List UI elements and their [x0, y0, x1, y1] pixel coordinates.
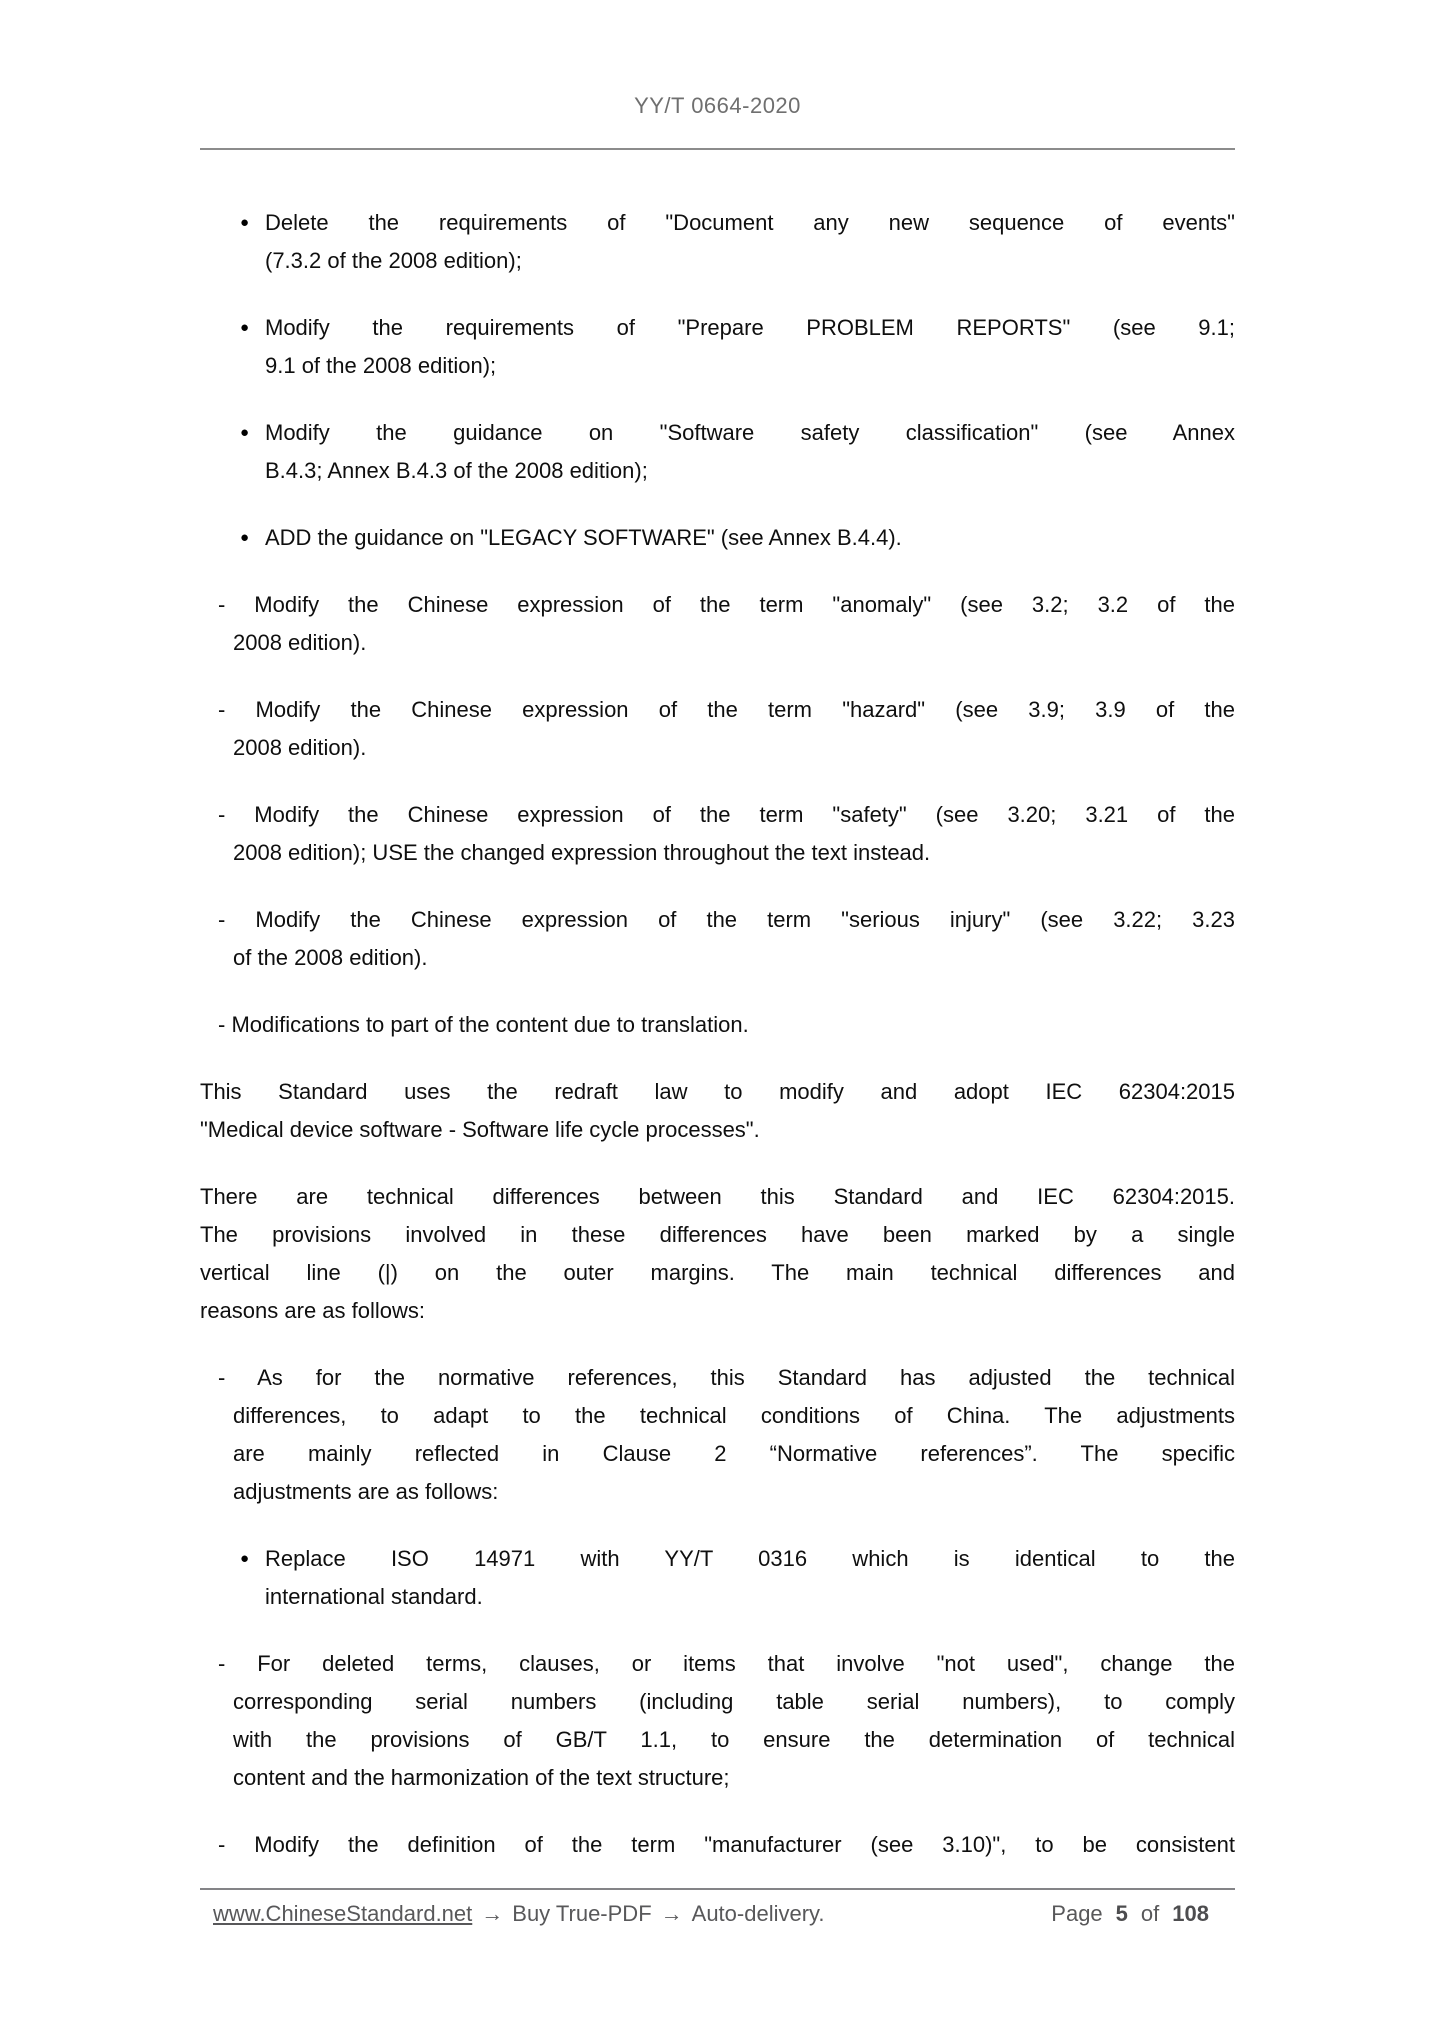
text-line: of the 2008 edition). [233, 945, 428, 970]
paragraph [200, 1178, 1235, 1330]
text-line: - Modify the Chinese expression of the term "anomaly" (see 3.2; 3.2 of the [218, 592, 1235, 617]
text-line: with the provisions of GB/T 1.1, to ensure the determination of technical [233, 1727, 1235, 1752]
bullet-icon: ● [240, 214, 250, 231]
text-line: differences, to adapt to the technical conditions of China. The adjustments [233, 1403, 1235, 1428]
bullet-icon: ● [240, 319, 250, 336]
header-doc-number: YY/T 0664-2020 [634, 93, 801, 118]
dash-list-item [200, 691, 1235, 767]
text-line: This Standard uses the redraft law to modify and adopt IEC 62304:2015 [200, 1079, 1235, 1104]
footer-promo [200, 1901, 825, 1927]
bullet-list-item [200, 1540, 1235, 1616]
text-line: 2008 edition); USE the changed expression throughout the text instead. [233, 840, 931, 865]
text-line: - Modify the Chinese expression of the term "hazard" (see 3.9; 3.9 of the [218, 697, 1235, 722]
dash-list-item [200, 1359, 1235, 1511]
text-line: Modify the guidance on "Software safety classification" (see Annex [265, 420, 1235, 445]
text-line: (7.3.2 of the 2008 edition); [265, 248, 522, 273]
text-line: adjustments are as follows: [233, 1479, 499, 1504]
page-footer [200, 1888, 1235, 1927]
text-line: Delete the requirements of "Document any new sequence of events" [265, 210, 1235, 235]
dash-list-item [200, 901, 1235, 977]
text-line: ADD the guidance on "LEGACY SOFTWARE" (see Annex B.4.4). [265, 525, 902, 550]
page-label: Page [1051, 1901, 1103, 1926]
text-line: Modify the requirements of "Prepare PROBLEM REPORTS" (see 9.1; [265, 315, 1235, 340]
text-line: vertical line (|) on the outer margins. The main technical differences and [200, 1260, 1235, 1285]
text-line: - As for the normative references, this Standard has adjusted the technical [218, 1365, 1235, 1390]
of-label: of [1140, 1901, 1160, 1926]
text-line: corresponding serial numbers (including table serial numbers), to comply [233, 1689, 1235, 1714]
text-line: - Modify the Chinese expression of the term "safety" (see 3.20; 3.21 of the [218, 802, 1235, 827]
website-link[interactable]: www.ChineseStandard.net [213, 1901, 473, 1926]
text-line: - Modify the definition of the term "manufacturer (see 3.10)", to be consistent [218, 1832, 1235, 1857]
dash-list-item [200, 796, 1235, 872]
bullet-list-item [200, 414, 1235, 490]
text-line: 2008 edition). [233, 630, 367, 655]
text-line: 9.1 of the 2008 edition); [265, 353, 497, 378]
text-line: - Modify the Chinese expression of the term "serious injury" (see 3.22; 3.23 [218, 907, 1235, 932]
text-line: B.4.3; Annex B.4.3 of the 2008 edition); [265, 458, 648, 483]
text-line: 2008 edition). [233, 735, 367, 760]
dash-list-item [200, 1826, 1235, 1864]
text-line: The provisions involved in these differences have been marked by a single [200, 1222, 1235, 1247]
text-line: Replace ISO 14971 with YY/T 0316 which is identical to the [265, 1546, 1235, 1571]
text-line: are mainly reflected in Clause 2 “Normative references”. The specific [233, 1441, 1235, 1466]
arrow-icon: → [481, 1901, 504, 1926]
text-line: content and the harmonization of the text structure; [233, 1765, 730, 1790]
text-line: reasons are as follows: [200, 1298, 425, 1323]
text-line: There are technical differences between this Standard and IEC 62304:2015. [200, 1184, 1235, 1209]
footer-delivery-text: Auto-delivery. [691, 1901, 825, 1926]
total-pages: 108 [1172, 1901, 1209, 1926]
page-number [1051, 1901, 1235, 1927]
text-line: - Modifications to part of the content due to translation. [218, 1012, 749, 1037]
text-line: international standard. [265, 1584, 483, 1609]
current-page: 5 [1115, 1901, 1128, 1926]
bullet-list-item [200, 204, 1235, 280]
bullet-icon: ● [240, 1550, 250, 1567]
bullet-icon: ● [240, 424, 250, 441]
footer-buy-text: Buy True-PDF [512, 1901, 652, 1926]
text-line: - For deleted terms, clauses, or items that involve "not used", change the [218, 1651, 1235, 1676]
text-line: "Medical device software - Software life cycle processes". [200, 1117, 760, 1142]
bullet-icon: ● [240, 529, 250, 546]
bullet-list-item [200, 519, 1235, 557]
page-header [200, 0, 1235, 150]
dash-list-item [200, 1645, 1235, 1797]
arrow-icon: → [660, 1901, 683, 1926]
dash-list-item [200, 1006, 1235, 1044]
paragraph [200, 1073, 1235, 1149]
dash-list-item [200, 586, 1235, 662]
bullet-list-item [200, 309, 1235, 385]
document-body [200, 150, 1235, 1864]
